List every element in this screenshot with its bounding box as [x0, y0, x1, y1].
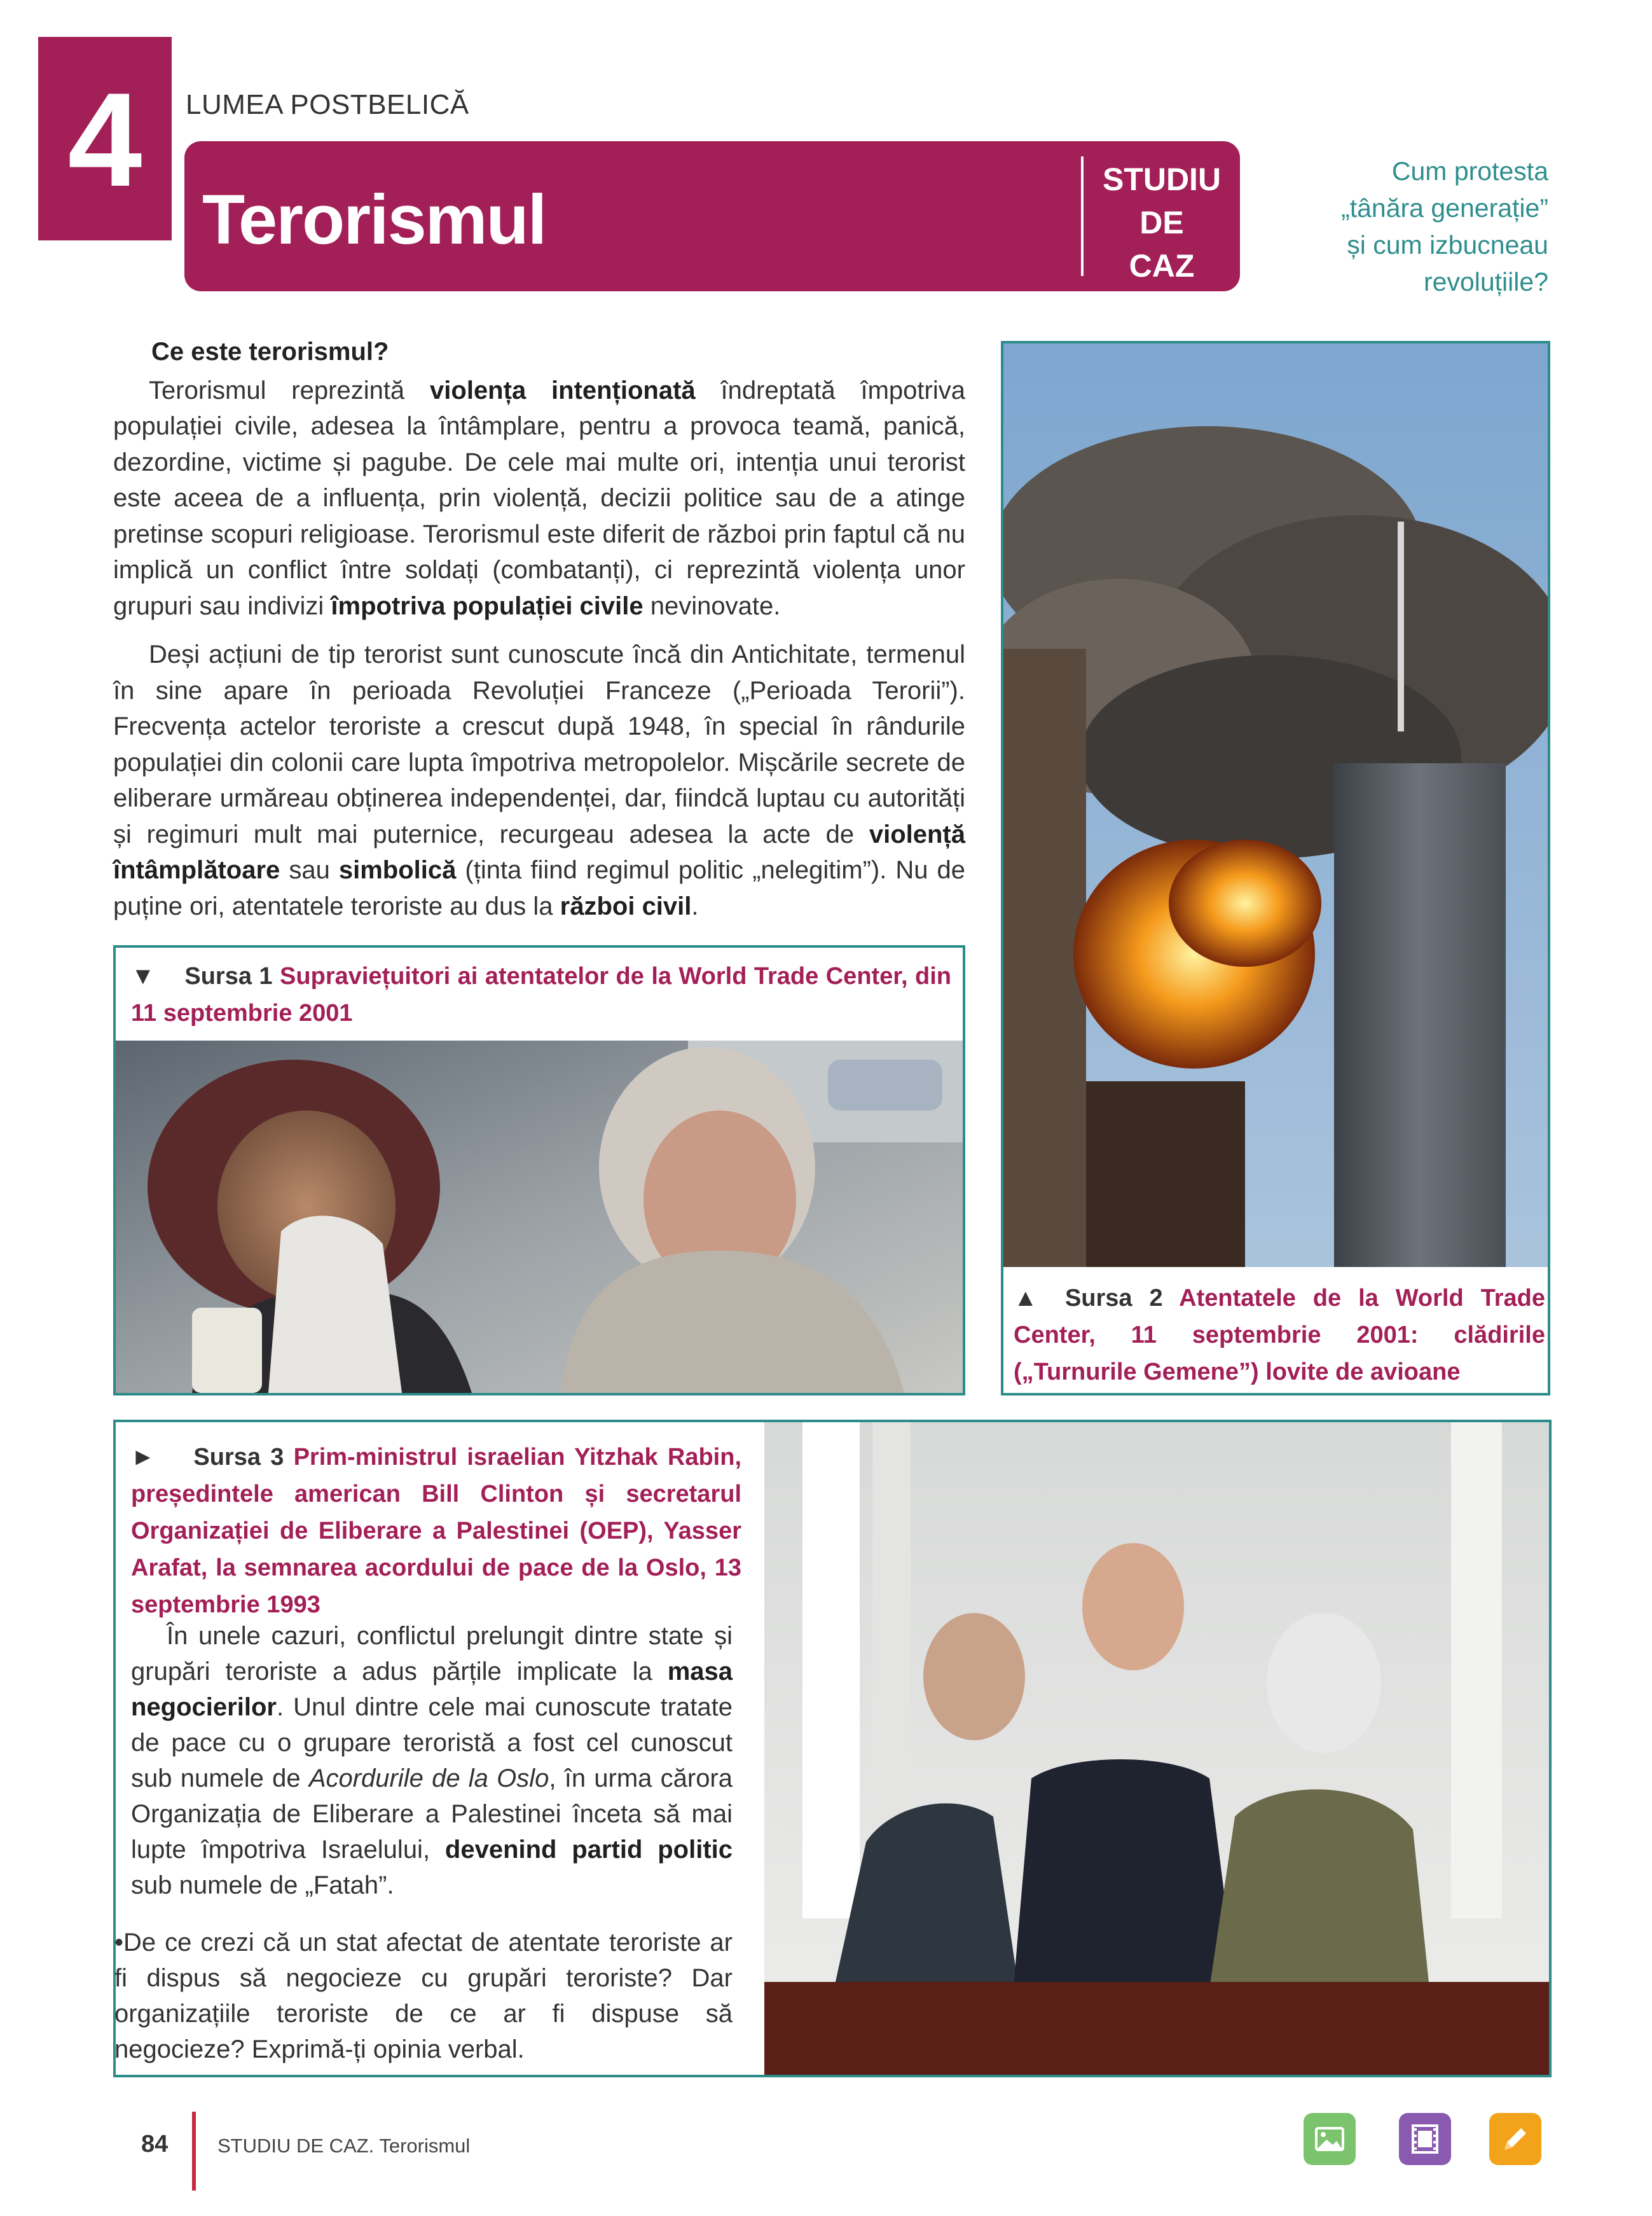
source-title: Supraviețuitori ai atentatelor de la World Trade Center, din 11 septembrie 2001: [131, 963, 952, 1027]
source-title: Atentatele de la World Trade Center, 11 septembrie 2001: clădirile („Turnurile Gemene”) lovite de avioane: [1014, 1285, 1545, 1385]
source-2-caption: [1014, 1280, 1545, 1390]
source-title: Prim-ministrul israelian Yitzhak Rabin, președintele american Bill Clinton și secretarul Organizației de Eliberare a Palestinei (OEP), Yasser Arafat, la semnarea acordului de pace de la Oslo, 13 septembrie 1993: [131, 1444, 742, 1618]
side-question-line: Cum protesta: [1391, 156, 1548, 186]
text-run: sub numele de „Fatah”.: [131, 1871, 394, 1899]
side-question-line: „tânăra generație”: [1341, 193, 1548, 223]
wtc-photo: [1003, 343, 1548, 1267]
oslo-paragraph: [131, 1618, 733, 1903]
text-run: îndreptată împotriva populației civile, adesea la întâmplare, pentru a provoca teamă, panică, dezordine, victime și pagube. De cele mai multe ori, intenția unui terorist este aceea de a influența, prin violență, decizii politice sau de a atinge pretinse scopuri religioase. Terorismul este diferit de război prin faptul că nu implică un conflict între soldați (combatanți), ci reprezintă violența unor grupuri sau indivizi: [113, 376, 965, 620]
source-3-text: [131, 1618, 733, 1903]
badge-line: STUDIU: [1102, 162, 1222, 197]
side-question-line: revoluțiile?: [1424, 267, 1548, 296]
pencil-icon[interactable]: [1489, 2113, 1541, 2165]
source-3-caption: [131, 1439, 741, 1623]
text-run: , în urma cărora Organizația de Eliberare a Palestinei înceta să mai lupte împotriva Israelului,: [131, 1764, 733, 1864]
paragraph-history: [113, 637, 965, 924]
source-1-caption: [131, 958, 951, 1032]
source-marker: ▼: [131, 963, 156, 990]
bold-term: violența intenționată: [430, 376, 696, 405]
chapter-number: 4: [67, 65, 142, 214]
bold-term: război civil: [560, 892, 692, 920]
bold-term: masa negocierilor: [131, 1658, 733, 1721]
film-icon[interactable]: [1399, 2113, 1451, 2165]
survivors-photo: [116, 1041, 963, 1393]
text-run: sau: [280, 856, 339, 884]
source-marker: ►: [131, 1444, 155, 1471]
discussion-question: [114, 1925, 733, 2067]
source-label: Sursa 1: [184, 963, 273, 990]
text-run: (ținta fiind regimul politic „nelegitim”). Nu de puține ori, atentatele teroriste au dus la: [113, 856, 966, 920]
source-label: Sursa 2: [1064, 1285, 1163, 1312]
bold-term: violență întâmplătoare: [113, 820, 965, 884]
page-title: Terorismul: [202, 181, 546, 259]
footer-rule: [192, 2112, 196, 2191]
footer-label: STUDIU DE CAZ. Terorismul: [217, 2135, 471, 2157]
text-run: nevinovate.: [643, 592, 781, 620]
source-marker: ▲: [1014, 1285, 1048, 1312]
badge-line: DE: [1139, 205, 1184, 240]
case-study-badge: [1089, 158, 1235, 287]
main-text: [113, 334, 965, 924]
bullet: •: [114, 1929, 124, 1956]
badge-line: CAZ: [1129, 248, 1195, 284]
text-run: . Unul dintre cele mai cunoscute tratate de pace cu o grupare teroristă a fost cel cunoscut sub numele de: [131, 1693, 733, 1792]
text-run: .: [691, 892, 699, 920]
italic-term: Acordurile de la Oslo: [308, 1764, 549, 1792]
title-divider: [1081, 156, 1084, 276]
text-run: În unele cazuri, conflictul prelungit dintre state și grupări teroriste a adus părțile implicate la: [131, 1622, 733, 1686]
image-icon[interactable]: [1304, 2113, 1356, 2165]
section-subheading: Ce este terorismul?: [151, 338, 389, 366]
bold-term: devenind partid politic: [444, 1836, 733, 1864]
bold-term: împotriva populației civile: [331, 592, 644, 620]
paragraph-definition: [113, 373, 965, 625]
side-question: [1297, 153, 1548, 300]
source-label: Sursa 3: [193, 1444, 284, 1471]
question-text: De ce crezi că un stat afectat de atentate teroriste ar fi dispus să negocieze cu grupări teroriste? Dar organizațiile teroriste de ce ar fi dispuse să negocieze? Exprimă-ți opinia verbal.: [114, 1929, 733, 2063]
text-run: Terorismul reprezintă: [149, 376, 430, 405]
page-number: 84: [141, 2131, 169, 2157]
side-question-line: și cum izbucneau: [1347, 230, 1548, 260]
unit-title: LUMEA POSTBELICĂ: [186, 89, 469, 120]
oslo-accords-photo: [764, 1422, 1549, 2075]
bold-term: simbolică: [338, 856, 457, 884]
text-run: Deși acțiuni de tip terorist sunt cunoscute încă din Antichitate, termenul în sine apare în perioada Revoluției Franceze („Perioada Terorii”). Frecvența actelor teroriste a crescut după 1948, în special în rândurile populației din colonii care lupta împotriva metropolelor. Mișcările secrete de eliberare urmăreau obținerea independenței, dar, fiindcă luptau cu autorități și regimuri mult mai puternice, recurgeau adesea la acte de: [113, 641, 965, 848]
